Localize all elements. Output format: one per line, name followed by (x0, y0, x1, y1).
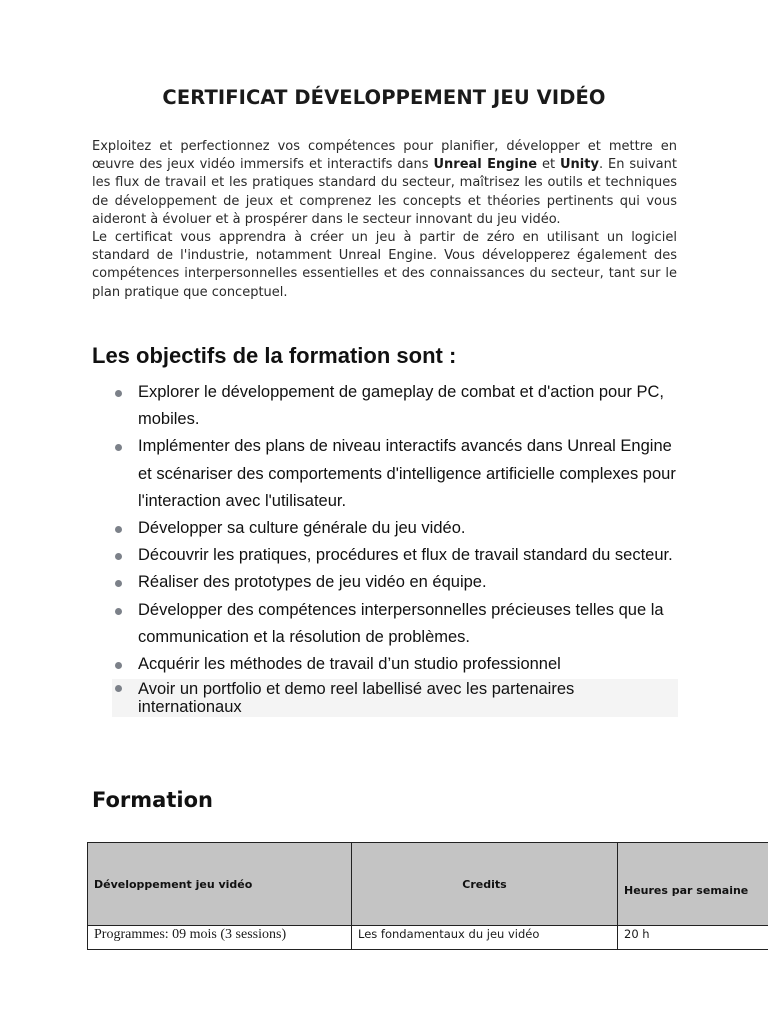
bullet-icon (115, 444, 122, 451)
table-cell: Programmes: 09 mois (3 sessions) (88, 926, 352, 950)
formation-table (87, 842, 768, 950)
bullet-icon (115, 662, 122, 669)
bullet-icon (115, 685, 122, 692)
list-item: Implémenter des plans de niveau interactifs avancés dans Unreal Engine et scénariser des comportements d'intelligence artificielle complexes pour l'interaction avec l'utilisateur. (112, 433, 678, 515)
table-row (88, 926, 768, 950)
list-item: Développer sa culture générale du jeu vidéo. (112, 515, 678, 542)
list-item: Avoir un portfolio et demo reel labellisé avec les partenaires internationaux (112, 679, 678, 717)
document-title: CERTIFICAT DÉVELOPPEMENT JEU VIDÉO (162, 86, 606, 109)
list-item: Découvrir les pratiques, procédures et flux de travail standard du secteur. (112, 542, 678, 569)
table-header-cell: Heures par semaine (618, 843, 768, 926)
list-item: Acquérir les méthodes de travail d’un studio professionnel (112, 651, 678, 678)
intro-text (92, 138, 677, 302)
table-cell: Les fondamentaux du jeu vidéo (352, 926, 618, 950)
bullet-icon (115, 526, 122, 533)
list-item: Développer des compétences interpersonnelles précieuses telles que la communication et la résolution de problèmes. (112, 597, 678, 651)
bullet-icon (115, 608, 122, 615)
table-header-cell: Credits (352, 843, 618, 926)
objectives-list (112, 379, 678, 717)
bullet-icon (115, 390, 122, 397)
list-item: Explorer le développement de gameplay de combat et d'action pour PC, mobiles. (112, 379, 678, 433)
bullet-icon (115, 553, 122, 560)
intro-paragraph-1: Exploitez et perfectionnez vos compétences pour planifier, développer et mettre en œuvre des jeux vidéo immersifs et interactifs dans Unreal Engine et Unity. En suivant les flux de travail et les pratiques standard du secteur, maîtrisez les outils et techniques de développement de jeux et comprenez les concepts et théories pertinents qui vous aideront à évoluer et à prospérer dans le secteur innovant du jeu vidéo. (92, 139, 677, 227)
intro-paragraph-2: Le certificat vous apprendra à créer un jeu à partir de zéro en utilisant un logiciel standard de l'industrie, notamment Unreal Engine. Vous développerez également des compétences interpersonnelles essentielles et des connaissances du secteur, tant sur le plan pratique que conceptuel. (92, 230, 677, 300)
table-header-cell: Développement jeu vidéo (88, 843, 352, 926)
table-header-row (88, 843, 768, 926)
objectives-heading: Les objectifs de la formation sont : (92, 343, 457, 368)
bullet-icon (115, 580, 122, 587)
formation-heading: Formation (92, 788, 213, 812)
table-cell: 20 h (618, 926, 768, 950)
list-item: Réaliser des prototypes de jeu vidéo en équipe. (112, 569, 678, 596)
